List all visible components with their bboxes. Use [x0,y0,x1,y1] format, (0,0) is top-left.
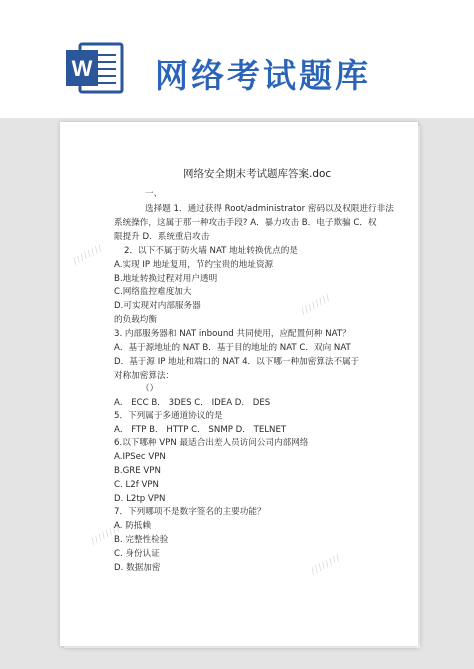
doc-line: B.地址转换过程对用户透明 [114,274,218,284]
doc-line: 对称加密算法： [114,371,175,381]
doc-line: B.GRE VPN [114,466,161,476]
doc-line: C.网络监控难度加大 [114,287,192,297]
doc-line: A. 防抵赖 [114,521,151,531]
doc-line: 5．下列属于多通道协议的是 [114,411,223,421]
doc-line: A． ECC B． 3DES C． IDEA D． DES [114,398,271,408]
doc-line: 6.以下哪种 VPN 最适合出差人员访问公司内部网络 [114,438,309,448]
doc-line: 的负载均衡 [114,315,157,325]
watermark: //////// [309,553,343,577]
doc-line: 3. 内部服务器和 NAT inbound 共同使用，应配置何种 NAT？ [114,329,351,339]
doc-line: B. 完整性检验 [114,535,169,545]
logo-letter: W [71,56,93,81]
watermark: //////// [71,243,105,267]
doc-line: 7．下列哪项不是数字签名的主要功能？ [114,507,266,517]
doc-line: A.实现 IP 地址复用，节约宝贵的地址资源 [114,260,274,270]
doc-line: 限提升 D．系统重启攻击 [114,232,210,242]
word-document-icon [66,42,124,94]
doc-line: A.IPSec VPN [114,452,166,462]
doc-line: D．基于源 IP 地址和端口的 NAT 4．以下哪一种加密算法不属于 [114,357,360,367]
doc-line: C. 身份认证 [114,549,160,559]
doc-line: 系统操作，这属于那一种攻击手段? A．暴力攻击 B．电子欺骗 C．权 [114,218,377,228]
doc-line: D. 数据加密 [114,563,161,573]
doc-line: C. L2f VPN [114,480,159,490]
watermark: //////// [299,293,333,317]
watermark: //////// [89,523,123,547]
doc-line: A． FTP B． HTTP C． SNMP D． TELNET [114,425,287,435]
header-banner [0,0,474,120]
doc-line: 选择题 1．通过获得 Root/administrator 密码以及权限进行非法 [145,204,394,214]
doc-line: （） [141,384,159,394]
doc-line: A．基于源地址的 NAT B．基于目的地址的 NAT C．双向 NAT [114,343,351,353]
doc-line: 2．以下不属于防火墙 NAT 地址转换优点的是 [124,246,298,256]
document-filename: 网络安全期末考试题库答案.doc [183,168,332,180]
page-title: 网络考试题库 [155,56,371,95]
doc-line: D. L2tp VPN [114,494,166,504]
doc-line: 一、 [145,189,163,199]
doc-line: D.可实现对内部服务器 [114,301,201,311]
